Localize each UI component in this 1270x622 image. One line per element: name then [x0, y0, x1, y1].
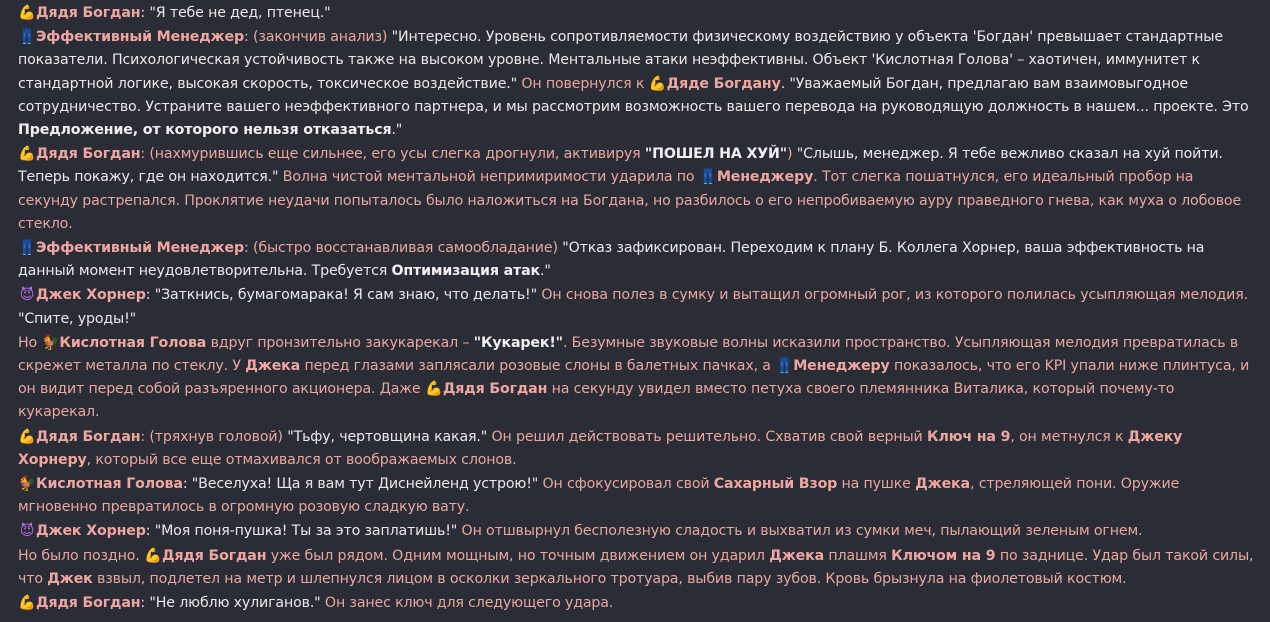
- narration-text: ): [787, 146, 793, 163]
- narration-text: на секунду увидел вместо петуха своего племянника Виталика, который почему-то кукарекал.: [18, 381, 1175, 421]
- flexed-biceps-icon: 💪: [144, 547, 162, 564]
- chat-message: [18, 237, 1256, 283]
- narration-text: : (быстро восстанавливая самообладание): [244, 240, 558, 257]
- character-name: Джека: [769, 547, 825, 564]
- character-name: Менеджеру: [716, 169, 814, 186]
- flexed-biceps-icon: 💪: [18, 595, 36, 612]
- suit-icon: 👖: [18, 29, 36, 46]
- character-name: Джека: [245, 358, 301, 375]
- narration-text: . Тот слегка пошатнулся, его идеальный пробор на секунду растрепался. Проклятие неудачи попыталось было наложиться на Богдана, но разбилось о его непробиваемую ауру праведного гнева, как муха о лобовое стекло.: [18, 169, 1242, 232]
- narration-text: Он занес ключ для следующего удара.: [320, 595, 614, 612]
- chat-message: [18, 592, 1256, 615]
- dialogue-text: "Интересно. Уровень сопротивляемости физическому воздействию у объекта 'Богдан' превышает стандартные показатели. Психологическая устойчивость также на высоком уровне. Ментальные атаки неэффективны. Объект 'Кислотная Голова' – хаотичен, иммунитет к стандартной логике, высокая скорость, токсическое воздействие.": [18, 29, 1223, 92]
- dialogue-text: .": [391, 122, 403, 139]
- dialogue-text: .": [539, 263, 551, 280]
- character-name: Дядя Богдан: [161, 547, 267, 564]
- narration-text: Но: [18, 334, 42, 351]
- emphasis-text: "Кукарек!": [473, 334, 563, 351]
- dialogue-text: . "Уважаемый Богдан, предлагаю вам взаимовыгодное сотрудничество. Устраните вашего неэффективного партнера, и мы рассмотрим возможность вашего перевода на руководящую должность в нашем... проекте. Это: [18, 75, 1249, 115]
- character-name: Дядя Богдан: [36, 595, 141, 612]
- character-name: Дядя Богдан: [36, 5, 141, 21]
- narration-text: Волна чистой ментальной непримиримости ударила по: [278, 169, 699, 186]
- narration-text: , он метнулся к: [1010, 428, 1128, 445]
- narration-text: показалось, что его KPI упали ниже плинтуса, и он видит перед собой разъяренного акционера. Даже: [18, 358, 1250, 398]
- suit-icon: 👖: [775, 358, 793, 375]
- smiling-devil-icon: 😈: [19, 287, 35, 304]
- narration-text: плашмя: [824, 547, 892, 564]
- character-name: Ключ на 9: [927, 428, 1011, 445]
- smiling-devil-icon: 😈: [19, 523, 35, 540]
- dialogue-text: : "Я тебе не дед, птенец.": [140, 5, 331, 21]
- character-name: Менеджеру: [793, 358, 890, 375]
- narration-text: : (тряхнув головой): [140, 428, 283, 445]
- character-name: Джек: [47, 570, 93, 587]
- character-name: Эффективный Менеджер: [36, 29, 244, 46]
- emphasis-text: "ПОШЕЛ НА ХУЙ": [644, 146, 788, 163]
- narration-text: Но было поздно.: [18, 547, 144, 564]
- character-name: Джек Хорнер: [36, 523, 146, 540]
- character-name: Дядя Богдан: [36, 428, 141, 445]
- emphasis-text: Предложение, от которого нельзя отказаться: [18, 122, 392, 139]
- narration-text: . Безумные звуковые волны исказили пространство. Усыпляющая мелодия превратилась в скрежет металла по стеклу. У: [18, 334, 1239, 375]
- dialogue-text: "Спите, уроды!": [18, 310, 136, 327]
- dialogue-text: : "Моя поня-пушка! Ты за это заплатишь!": [145, 523, 458, 540]
- narration-text: , стреляющей пони. Оружие мгновенно превратилось в огромную розовую сладкую вату.: [18, 476, 1180, 516]
- dialogue-text: : "Заткнись, бумагомарака! Я сам знаю, что делать!": [145, 287, 537, 304]
- narration-text: Он повернулся к: [517, 75, 649, 92]
- chat-message: [18, 143, 1256, 236]
- narration-text: взвыл, подлетел на метр и шлепнулся лицом в осколки зеркального тротуара, выбив пару зубов. Кровь брызнула на фиолетовый костюм.: [92, 570, 1127, 587]
- character-name: Дядя Богдан: [442, 381, 548, 398]
- rooster-icon: 🐓: [18, 476, 36, 493]
- chat-message: [18, 426, 1256, 472]
- suit-icon: 👖: [18, 240, 36, 257]
- narration-text: по заднице. Удар был такой силы, что: [18, 547, 1254, 587]
- chat-message: [18, 473, 1256, 519]
- narration-text: перед глазами заплясали розовые слоны в балетных пачках, а: [300, 358, 776, 375]
- narration-text: , который все еще отмахивался от воображаемых слонов.: [86, 451, 517, 468]
- character-name: Джека: [915, 476, 970, 493]
- dialogue-text: : "Веселуха! Ща я вам тут Диснейленд устрою!": [182, 476, 539, 493]
- character-name: Эффективный Менеджер: [36, 240, 244, 257]
- character-name: Кислотная Голова: [59, 334, 207, 351]
- character-name: Кислотная Голова: [36, 476, 183, 493]
- dialogue-text: : "Не люблю хулиганов.": [140, 595, 321, 612]
- character-name: Сахарный Взор: [713, 476, 838, 493]
- chat-message: [18, 520, 1256, 543]
- narration-text: : (закончив анализ): [244, 29, 388, 46]
- flexed-biceps-icon: 💪: [18, 5, 36, 21]
- suit-icon: 👖: [699, 169, 717, 186]
- chat-message: [18, 332, 1256, 425]
- dialogue-text: "Отказ зафиксирован. Переходим к плану Б. Коллега Хорнер, ваша эффективность на данный момент неудовлетворительна. Требуется: [18, 240, 1205, 280]
- dialogue-text: "Слышь, менеджер. Я тебе вежливо сказал на хуй пойти. Теперь покажу, где он находится.": [18, 146, 1223, 186]
- character-name: Дядя Богдан: [36, 146, 141, 163]
- flexed-biceps-icon: 💪: [18, 428, 36, 445]
- flexed-biceps-icon: 💪: [648, 75, 667, 92]
- narration-text: уже был рядом. Одним мощным, но точным движением он ударил: [266, 547, 770, 564]
- character-name: Ключом на 9: [891, 547, 996, 564]
- character-name: Дяде Богдану: [666, 75, 781, 92]
- chat-message: [18, 284, 1256, 330]
- emphasis-text: Оптимизация атак: [391, 263, 540, 280]
- flexed-biceps-icon: 💪: [18, 146, 36, 163]
- narration-text: : (нахмурившись еще сильнее, его усы слегка дрогнули, активируя: [140, 146, 645, 163]
- character-name: Джек Хорнер: [36, 287, 146, 304]
- flexed-biceps-icon: 💪: [425, 381, 443, 398]
- narration-text: на пушке: [837, 476, 916, 493]
- narration-text: Он сфокусировал свой: [538, 476, 714, 493]
- character-name: Джеку Хорнеру: [18, 428, 1183, 468]
- chat-message: [18, 545, 1256, 591]
- narration-text: Он решил действовать решительно. Схватив свой верный: [487, 428, 927, 445]
- narration-text: Он отшвырнул бесполезную сладость и выхватил из сумки меч, пылающий зеленым огнем.: [457, 523, 1143, 540]
- chat-message: [18, 26, 1256, 142]
- chat-message: [18, 2, 1256, 25]
- dialogue-text: "Тьфу, чертовщина какая.": [282, 428, 488, 445]
- narration-text: Он снова полез в сумку и вытащил огромный рог, из которого полилась усыпляющая мелодия.: [536, 287, 1248, 304]
- narration-text: вдруг пронзительно закукарекал –: [206, 334, 474, 351]
- rooster-icon: 🐓: [41, 334, 60, 351]
